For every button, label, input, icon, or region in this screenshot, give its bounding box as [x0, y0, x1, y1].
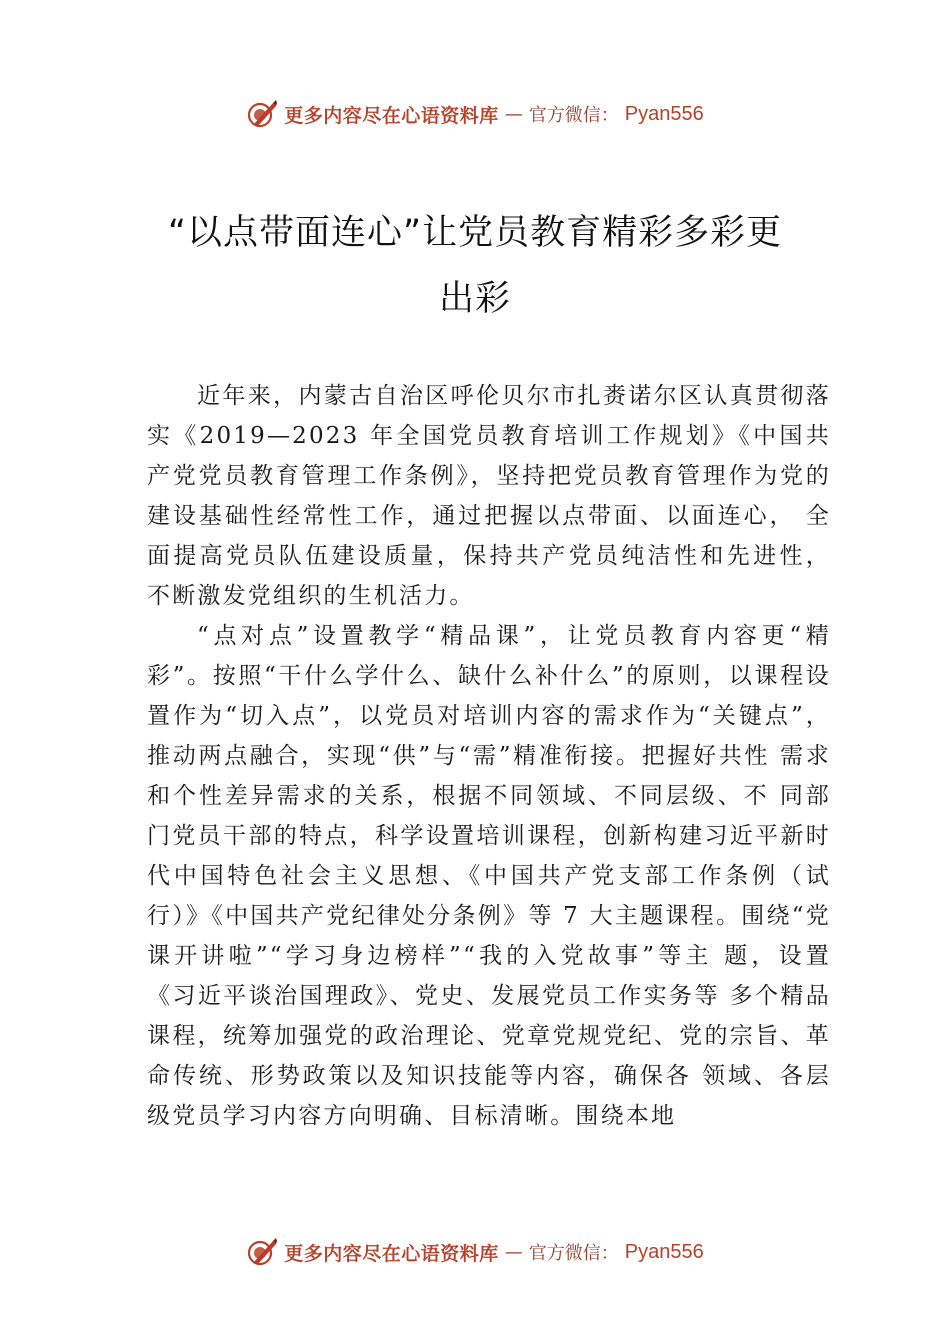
paragraph: 近年来，内蒙古自治区呼伦贝尔市扎赉诺尔区认真贯彻落实《2019—2023 年全国党员教育培训工作规划》《中国共产党党员教育管理工作条例》，坚持把党员教育管理作为党的建设基础性经常性工作，通过把握以点带面、以面连心， 全面提高党员队伍建设质量，保持共产党员纯洁性和先进性， 不断激发党组织的生机活力。 — [147, 383, 831, 609]
paragraph: “点对点”设置教学“精品课”，让党员教育内容更“精彩”。按照“干什么学什么、缺什么补什么”的原则，以课程设置作为“切入点”，以党员对培训内容的需求作为“关键点”，推动两点融合，实现“供”与“需”精准衔接。把握好共性 需求和个性差异需求的关系，根据不同领域、不同层级、不 同部门党员干部的特点，科学设置培训课程，创新构建习近平新时代中国特色社会主义思想、《中国共产党支部工作条例（试行）》《中国共产党纪律处分条例》等 7 大主题课程。围绕“党课开讲啦”“学习身边榜样”“我的入党故事”等主 题，设置《习近平谈治国理政》、党史、发展党员工作实务等 多个精品课程，统筹加强党的政治理论、党章党规党纪、党的宗旨、革命传统、形势政策以及知识技能等内容，确保各 领域、各层级党员学习内容方向明确、目标清晰。围绕本地 — [147, 623, 831, 1129]
document-title — [120, 200, 830, 332]
banner-text: 更多内容尽在心语资料库 — [284, 104, 499, 127]
title-line-1: “以点带面连心”让党员教育精彩多彩更 — [167, 213, 783, 253]
banner-wechat-label: 官方微信： — [528, 1243, 619, 1264]
banner-wechat-id: Pyan556 — [624, 102, 704, 125]
header-banner — [0, 94, 950, 134]
footer-banner — [0, 1232, 950, 1272]
pen-seal-logo-icon — [246, 98, 278, 130]
banner-wechat-label: 官方微信： — [528, 105, 619, 126]
title-line-2: 出彩 — [438, 279, 511, 319]
banner-wechat-id: Pyan556 — [624, 1240, 704, 1263]
banner-separator: — — [504, 1241, 523, 1263]
banner-separator: — — [504, 103, 523, 125]
banner-text: 更多内容尽在心语资料库 — [284, 1242, 499, 1265]
document-body — [147, 376, 831, 1136]
pen-seal-logo-icon — [246, 1236, 278, 1268]
